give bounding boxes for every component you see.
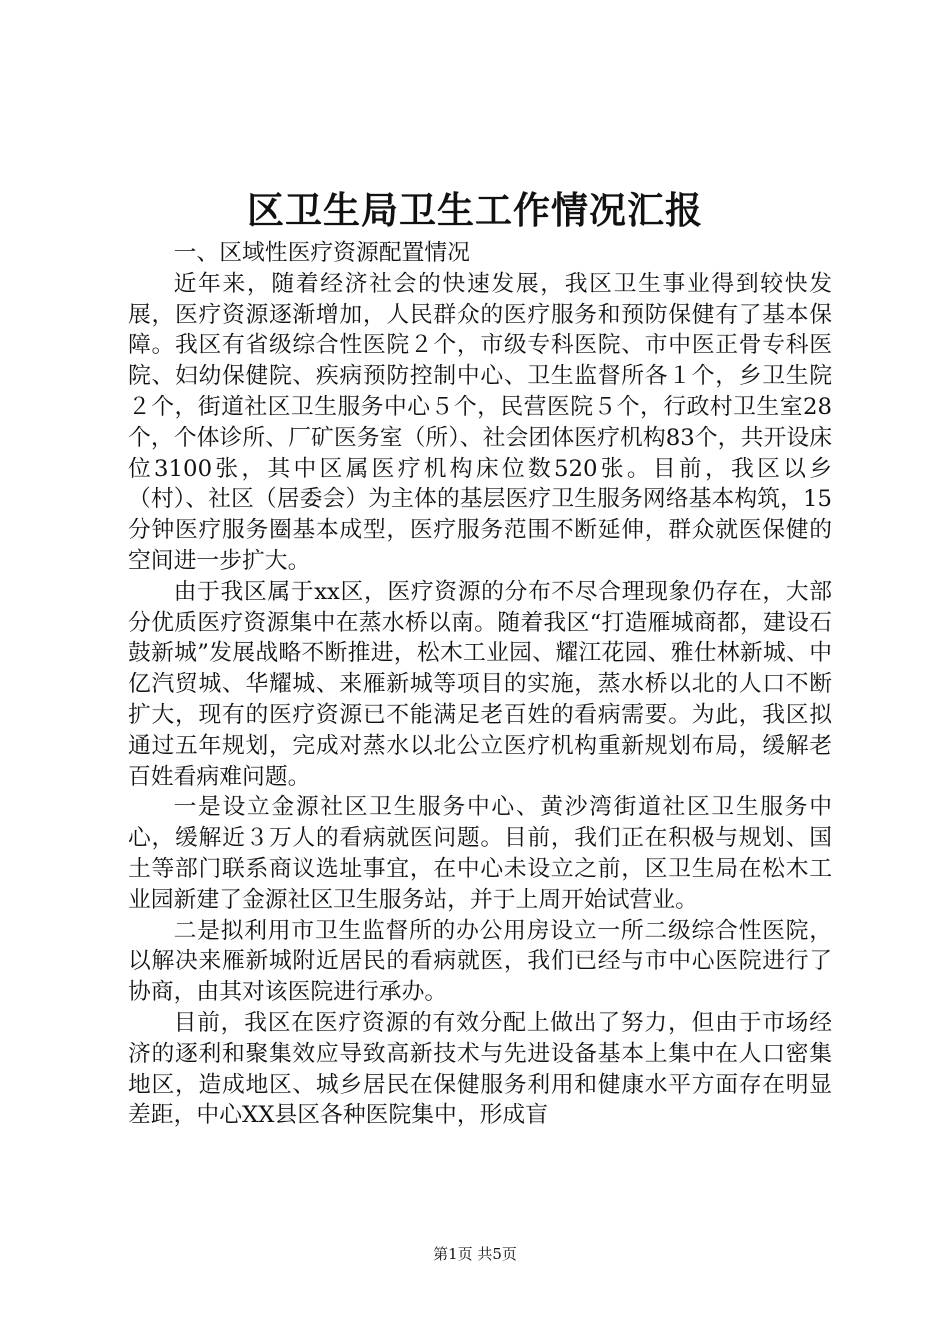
page-footer: 第1页 共5页 bbox=[433, 1245, 517, 1263]
paragraph: 二是拟利用市卫生监督所的办公用房设立一所二级综合性医院，以解决来雁新城附近居民的看病就医，我们已经与市中心医院进行了协商，由其对该医院进行承办。 bbox=[128, 917, 832, 1006]
paragraph: 一是设立金源社区卫生服务中心、黄沙湾街道社区卫生服务中心，缓解近３万人的看病就医问题。目前，我们正在积极与规划、国土等部门联系商议选址事宜，在中心未设立之前，区卫生局在松木工业园新建了金源社区卫生服务站，并于上周开始试营业。 bbox=[128, 794, 832, 913]
document-body bbox=[128, 238, 832, 1131]
paragraph: 近年来，随着经济社会的快速发展，我区卫生事业得到较快发展，医疗资源逐渐增加，人民群众的医疗服务和预防保健有了基本保障。我区有省级综合性医院２个，市级专科医院、市中医正骨专科医院、妇幼保健院、疾病预防控制中心、卫生监督所各１个，乡卫生院２个，街道社区卫生服务中心５个，民营医院５个，行政村卫生室28个，个体诊所、厂矿医务室（所）、社会团体医疗机构83个，共开设床位3100张，其中区属医疗机构床位数520张。目前，我区以乡（村）、社区（居委会）为主体的基层医疗卫生服务网络基本构筑，15分钟医疗服务圈基本成型，医疗服务范围不断延伸，群众就医保健的空间进一步扩大。 bbox=[128, 270, 832, 574]
section-heading: 一、区域性医疗资源配置情况 bbox=[173, 240, 470, 266]
paragraph: 目前，我区在医疗资源的有效分配上做出了努力，但由于市场经济的逐利和聚集效应导致高新技术与先进设备基本上集中在人口密集地区，造成地区、城乡居民在保健服务利用和健康水平方面存在明显差距，中心XX县区各种医院集中，形成盲 bbox=[128, 1009, 832, 1129]
paragraph: 由于我区属于xx区，医疗资源的分布不尽合理现象仍存在，大部分优质医疗资源集中在蒸水桥以南。随着我区“打造雁城商都，建设石鼓新城”发展战略不断推进，松木工业园、耀江花园、雅仕林新城、中亿汽贸城、华耀城、来雁新城等项目的实施，蒸水桥以北的人口不断扩大，现有的医疗资源已不能满足老百姓的看病需要。为此，我区拟通过五年规划，完成对蒸水以北公立医疗机构重新规划布局，缓解老百姓看病难问题。 bbox=[128, 578, 832, 790]
document-title: 区卫生局卫生工作情况汇报 bbox=[247, 188, 703, 232]
